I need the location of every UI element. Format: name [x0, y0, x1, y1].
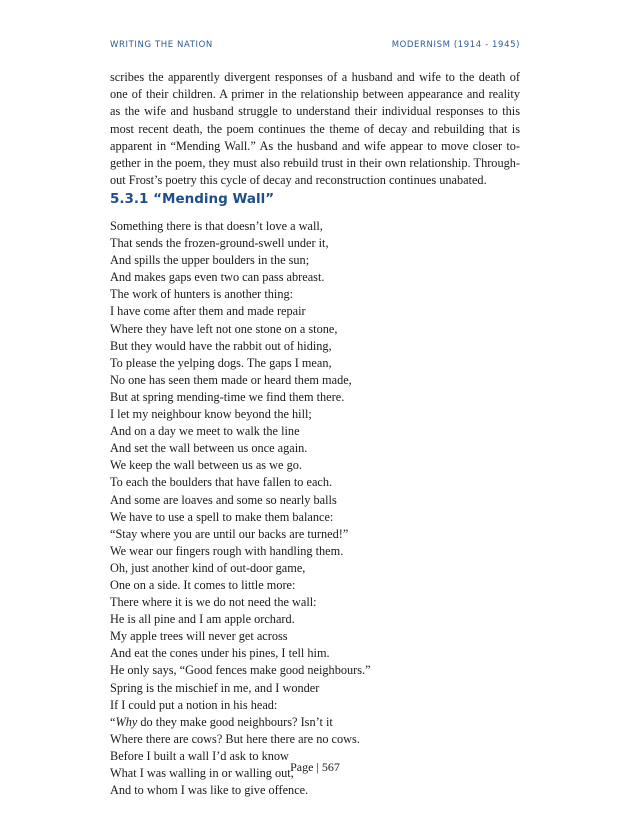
header-chapter-title: MODERNISM (1914 - 1945)	[391, 40, 520, 50]
line-rest: do they make good neighbours? Isn’t it	[137, 714, 333, 729]
poem-line: And spills the upper boulders in the sun;	[110, 253, 310, 268]
intro-line: one of their children. A primer in the relationship between appearance and reality	[110, 87, 520, 102]
poem-line: He only says, “Good fences make good neighbours.”	[110, 663, 371, 678]
italic-word: Why	[115, 714, 138, 729]
poem-line: Before I built a wall I’d ask to know	[110, 748, 289, 763]
intro-line: out Frost’s poetry this cycle of decay and reconstruction continues unabated.	[110, 173, 487, 188]
intro-paragraph	[110, 69, 520, 189]
poem-text	[110, 218, 520, 799]
intro-line: as the wife and husband struggle to understand their individual responses to this	[110, 104, 520, 119]
poem-line: And some are loaves and some so nearly balls	[110, 492, 337, 507]
poem-line: The work of hunters is another thing:	[110, 287, 294, 302]
poem-line: That sends the frozen-ground-swell under it,	[110, 236, 329, 251]
intro-line: most recent death, the poem continues the theme of decay and rebuilding that is	[110, 121, 520, 136]
poem-line: Where they have left not one stone on a stone,	[110, 321, 338, 336]
poem-line: To each the boulders that have fallen to each.	[110, 475, 333, 490]
poem-line: To please the yelping dogs. The gaps I mean,	[110, 355, 332, 370]
poem-line: But at spring mending-time we find them there.	[110, 389, 345, 404]
poem-line: We have to use a spell to make them balance:	[110, 509, 334, 524]
poem-line: And eat the cones under his pines, I tell him.	[110, 646, 330, 661]
poem-line: And makes gaps even two can pass abreast.	[110, 270, 325, 285]
poem-line: And on a day we meet to walk the line	[110, 424, 300, 439]
intro-line: apparent in “Mending Wall.” As the husband and wife appear to move closer to-	[110, 138, 520, 153]
poem-line: My apple trees will never get across	[110, 629, 288, 644]
poem-line: We keep the wall between us as we go.	[110, 458, 302, 473]
poem-line: One on a side. It comes to little more:	[110, 577, 296, 592]
poem-line: No one has seen them made or heard them made,	[110, 372, 352, 387]
poem-line: And set the wall between us once again.	[110, 441, 308, 456]
poem-line: What I was walling in or walling out,	[110, 766, 294, 780]
poem-line: I let my neighbour know beyond the hill;	[110, 407, 312, 422]
open-quote: “	[110, 714, 116, 729]
poem-line: We wear our fingers rough with handling them.	[110, 543, 344, 558]
poem-line: There where it is we do not need the wall:	[110, 595, 317, 610]
poem-line: Where there are cows? But here there are no cows.	[110, 731, 360, 746]
header-book-title: WRITING THE NATION	[110, 40, 213, 50]
page-number: Page | 567	[290, 760, 340, 774]
poem-line: Spring is the mischief in me, and I wonder	[110, 680, 320, 695]
section-heading: 5.3.1 “Mending Wall”	[110, 191, 275, 207]
running-header	[110, 40, 520, 54]
poem-line: He is all pine and I am apple orchard.	[110, 612, 295, 627]
poem-line: I have come after them and made repair	[110, 304, 306, 319]
poem-line: Something there is that doesn’t love a wall,	[110, 219, 323, 233]
poem-line: Oh, just another kind of out-door game,	[110, 560, 306, 575]
poem-line: “Stay where you are until our backs are turned!”	[110, 526, 349, 541]
poem-line: And to whom I was like to give offence.	[110, 783, 309, 798]
poem-line: If I could put a notion in his head:	[110, 697, 278, 712]
poem-line	[110, 714, 520, 731]
intro-line: gether in the poem, they must also rebuild trust in their own relationship. Through-	[110, 156, 520, 171]
poem-line: But they would have the rabbit out of hiding,	[110, 338, 332, 353]
intro-line: scribes the apparently divergent responses of a husband and wife to the death of	[110, 70, 520, 84]
